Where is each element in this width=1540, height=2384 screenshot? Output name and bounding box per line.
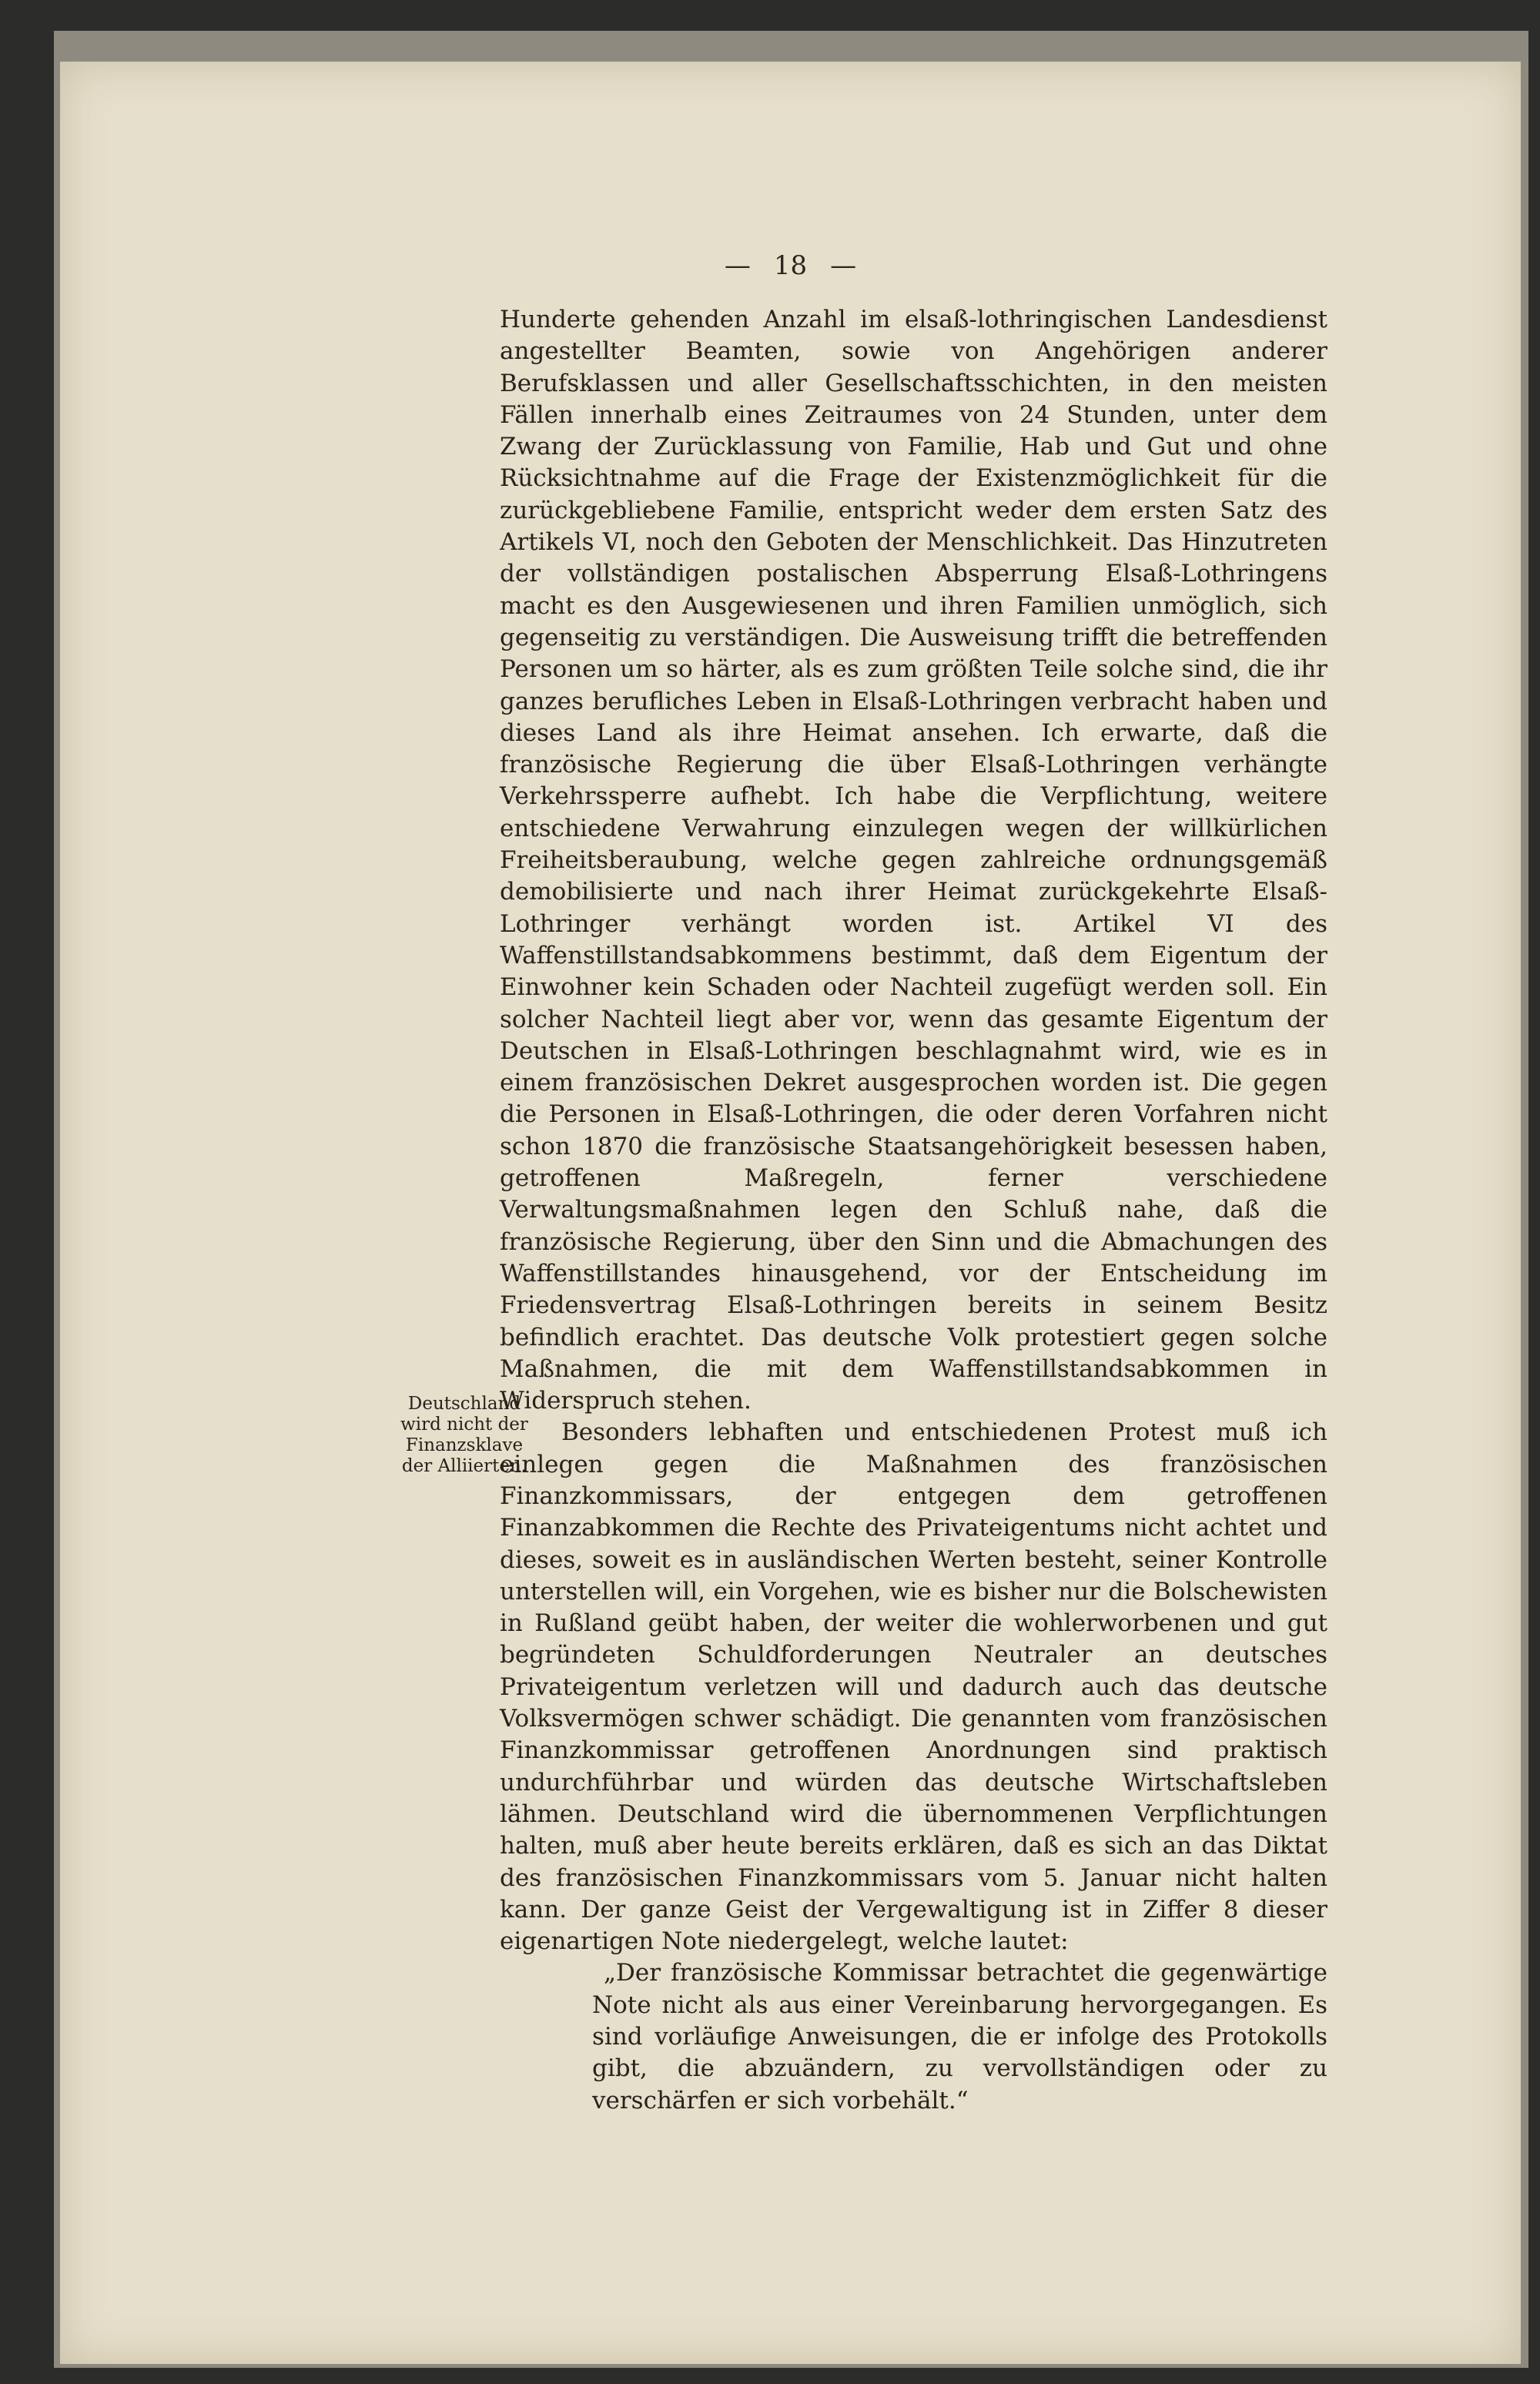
body-text	[500, 304, 1327, 2117]
margin-note	[380, 1394, 549, 1477]
page-number-dash-right: —	[830, 250, 857, 281]
document-page	[60, 62, 1521, 2364]
quoted-note: „Der französische Kommissar betrachtet die gegenwärtige Note nicht als aus einer Vereinbarung hervorgegangen. Es sind vorläufige Anweisungen, die er infolge des Protokolls gibt, die abzuändern, zu vervollständigen oder zu verschärfen er sich vorbehält.“	[592, 1959, 1327, 2114]
page-number-dash-left: —	[724, 250, 751, 281]
margin-note-line: der Alliierten.	[401, 1456, 527, 1476]
margin-note-line: Finanzsklave	[405, 1435, 524, 1455]
margin-note-line: wird nicht der	[400, 1415, 528, 1435]
page-number-header	[60, 250, 1521, 281]
page-number: 18	[773, 250, 808, 281]
paragraph-2: Besonders lebhaften und entschiedenen Protest muß ich einlegen gegen die Maßnahmen des französischen Finanzkommissars, der entgegen dem getroffenen Finanzabkommen die Rechte des Privateigentums nicht achtet und dieses, soweit es in ausländischen Werten besteht, seiner Kontrolle unterstellen will, ein Vorgehen, wie es bisher nur die Bolschewisten in Rußland geübt haben, der weiter die wohlerworbenen und gut begründeten Schuldforderungen Neutraler an deutsches Privateigentum verletzen will und dadurch auch das deutsche Volksvermögen schwer schädigt. Die genannten vom französischen Finanzkommissar getroffenen Anordnungen sind praktisch undurchführbar und würden das deutsche Wirtschaftsleben lähmen. Deutschland wird die übernommenen Verpflichtungen halten, muß aber heute bereits erklären, daß es sich an das Diktat des französischen Finanzkommissars vom 5. Januar nicht halten kann. Der ganze Geist der Vergewaltigung ist in Ziffer 8 dieser eigenartigen Note niedergelegt, welche lautet:	[500, 1418, 1327, 1956]
paragraph-1: Hunderte gehenden Anzahl im elsaß-lothringischen Landesdienst angestellter Beamten, sowie von Angehörigen anderer Berufsklassen und aller Gesellschaftsschichten, in den meisten Fällen innerhalb eines Zeitraumes von 24 Stunden, unter dem Zwang der Zurücklassung von Familie, Hab und Gut und ohne Rücksichtnahme auf die Frage der Existenzmöglichkeit für die zurückgebliebene Familie, entspricht weder dem ersten Satz des Artikels VI, noch den Geboten der Menschlichkeit. Das Hinzutreten der vollständigen postalischen Absperrung Elsaß-Lothringens macht es den Ausgewiesenen und ihren Familien unmöglich, sich gegenseitig zu verständigen. Die Ausweisung trifft die betreffenden Personen um so härter, als es zum größten Teile solche sind, die ihr ganzes berufliches Leben in Elsaß-Lothringen verbracht haben und dieses Land als ihre Heimat ansehen. Ich erwarte, daß die französische Regierung die über Elsaß-Lothringen verhängte Verkehrssperre aufhebt. Ich habe die Verpflichtung, weitere entschiedene Verwahrung einzulegen wegen der willkürlichen Freiheitsberaubung, welche gegen zahlreiche ordnungsgemäß demobilisierte und nach ihrer Heimat zurückgekehrte Elsaß-Lothringer verhängt worden ist. Artikel VI des Waffenstillstandsabkommens bestimmt, daß dem Eigentum der Einwohner kein Schaden oder Nachteil zugefügt werden soll. Ein solcher Nachteil liegt aber vor, wenn das gesamte Eigentum der Deutschen in Elsaß-Lothringen beschlagnahmt wird, wie es in einem französischen Dekret ausgesprochen worden ist. Die gegen die Personen in Elsaß-Lothringen, die oder deren Vorfahren nicht schon 1870 die französische Staatsangehörigkeit besessen haben, getroffenen Maßregeln, ferner verschiedene Verwaltungsmaßnahmen legen den Schluß nahe, daß die französische Regierung, über den Sinn und die Abmachungen des Waffenstillstandes hinausgehend, vor der Entscheidung im Friedensvertrag Elsaß-Lothringen bereits in seinem Besitz befindlich erachtet. Das deutsche Volk protestiert gegen solche Maßnahmen, die mit dem Waffenstillstandsabkommen in Widerspruch stehen.	[500, 306, 1327, 1415]
margin-note-line: Deutschland	[407, 1394, 521, 1414]
